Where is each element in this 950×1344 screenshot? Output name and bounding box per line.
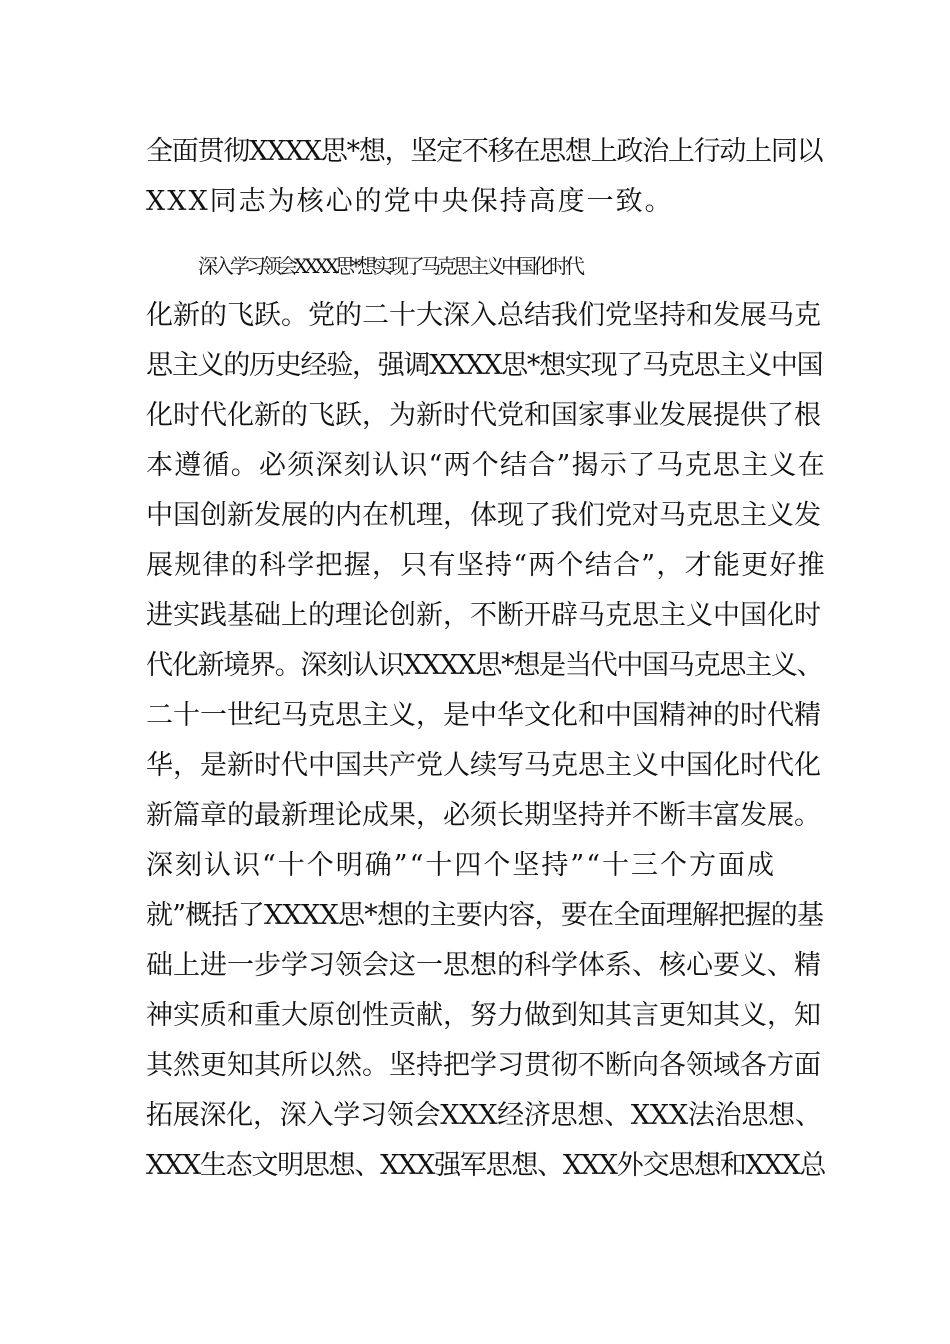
text-line-16: 就”概括了XXXX思*想的主要内容，要在全面理解把握的基 [146, 900, 824, 931]
text-line-19: 其然更知其所以然。坚持把学习贯彻不断向各领域各方面 [146, 1050, 821, 1081]
text-line-7: 本遵循。必须深刻认识“两个结合”揭示了马克思主义在 [146, 450, 826, 481]
text-line-2: XXX同志为核心的党中央保持高度一致。 [146, 186, 674, 217]
text-line-17: 础上进一步学习领会这一思想的科学体系、核心要义、精 [146, 950, 821, 981]
text-line-5: 思主义的历史经验，强调XXXX思*想实现了马克思主义中国 [146, 350, 823, 381]
text-line-14: 新篇章的最新理论成果，必须长期坚持并不断丰富发展。 [146, 800, 821, 831]
text-line-3: 深入学习领会XXXX思*想实现了马克思主义中国化时代 [198, 254, 581, 278]
text-line-21: XXX生态文明思想、XXX强军思想、XXX外交思想和XXX总 [146, 1150, 826, 1181]
text-line-18: 神实质和重大原创性贡献，努力做到知其言更知其义，知 [146, 1000, 821, 1031]
text-line-6: 化时代化新的飞跃，为新时代党和国家事业发展提供了根 [146, 400, 821, 431]
text-line-20: 拓展深化，深入学习领会XXX经济思想、XXX法治思想、 [146, 1100, 822, 1131]
text-line-13: 华，是新时代中国共产党人续写马克思主义中国化时代化 [146, 750, 821, 781]
text-line-8: 中国创新发展的内在机理，体现了我们党对马克思主义发 [146, 500, 821, 531]
text-line-12: 二十一世纪马克思主义，是中华文化和中国精神的时代精 [146, 700, 821, 731]
text-line-1: 全面贯彻XXXX思*想，坚定不移在思想上政治上行动上同以 [146, 136, 823, 167]
text-line-4: 化新的飞跃。党的二十大深入总结我们党坚持和发展马克 [146, 300, 821, 331]
text-line-15: 深刻认识“十个明确”“十四个坚持”“十三个方面成 [146, 850, 777, 881]
text-line-11: 代化新境界。深刻认识XXXX思*想是当代中国马克思主义、 [146, 650, 823, 681]
text-line-10: 进实践基础上的理论创新，不断开辟马克思主义中国化时 [146, 600, 821, 631]
text-line-9: 展规律的科学把握，只有坚持“两个结合”，才能更好推 [146, 550, 826, 581]
